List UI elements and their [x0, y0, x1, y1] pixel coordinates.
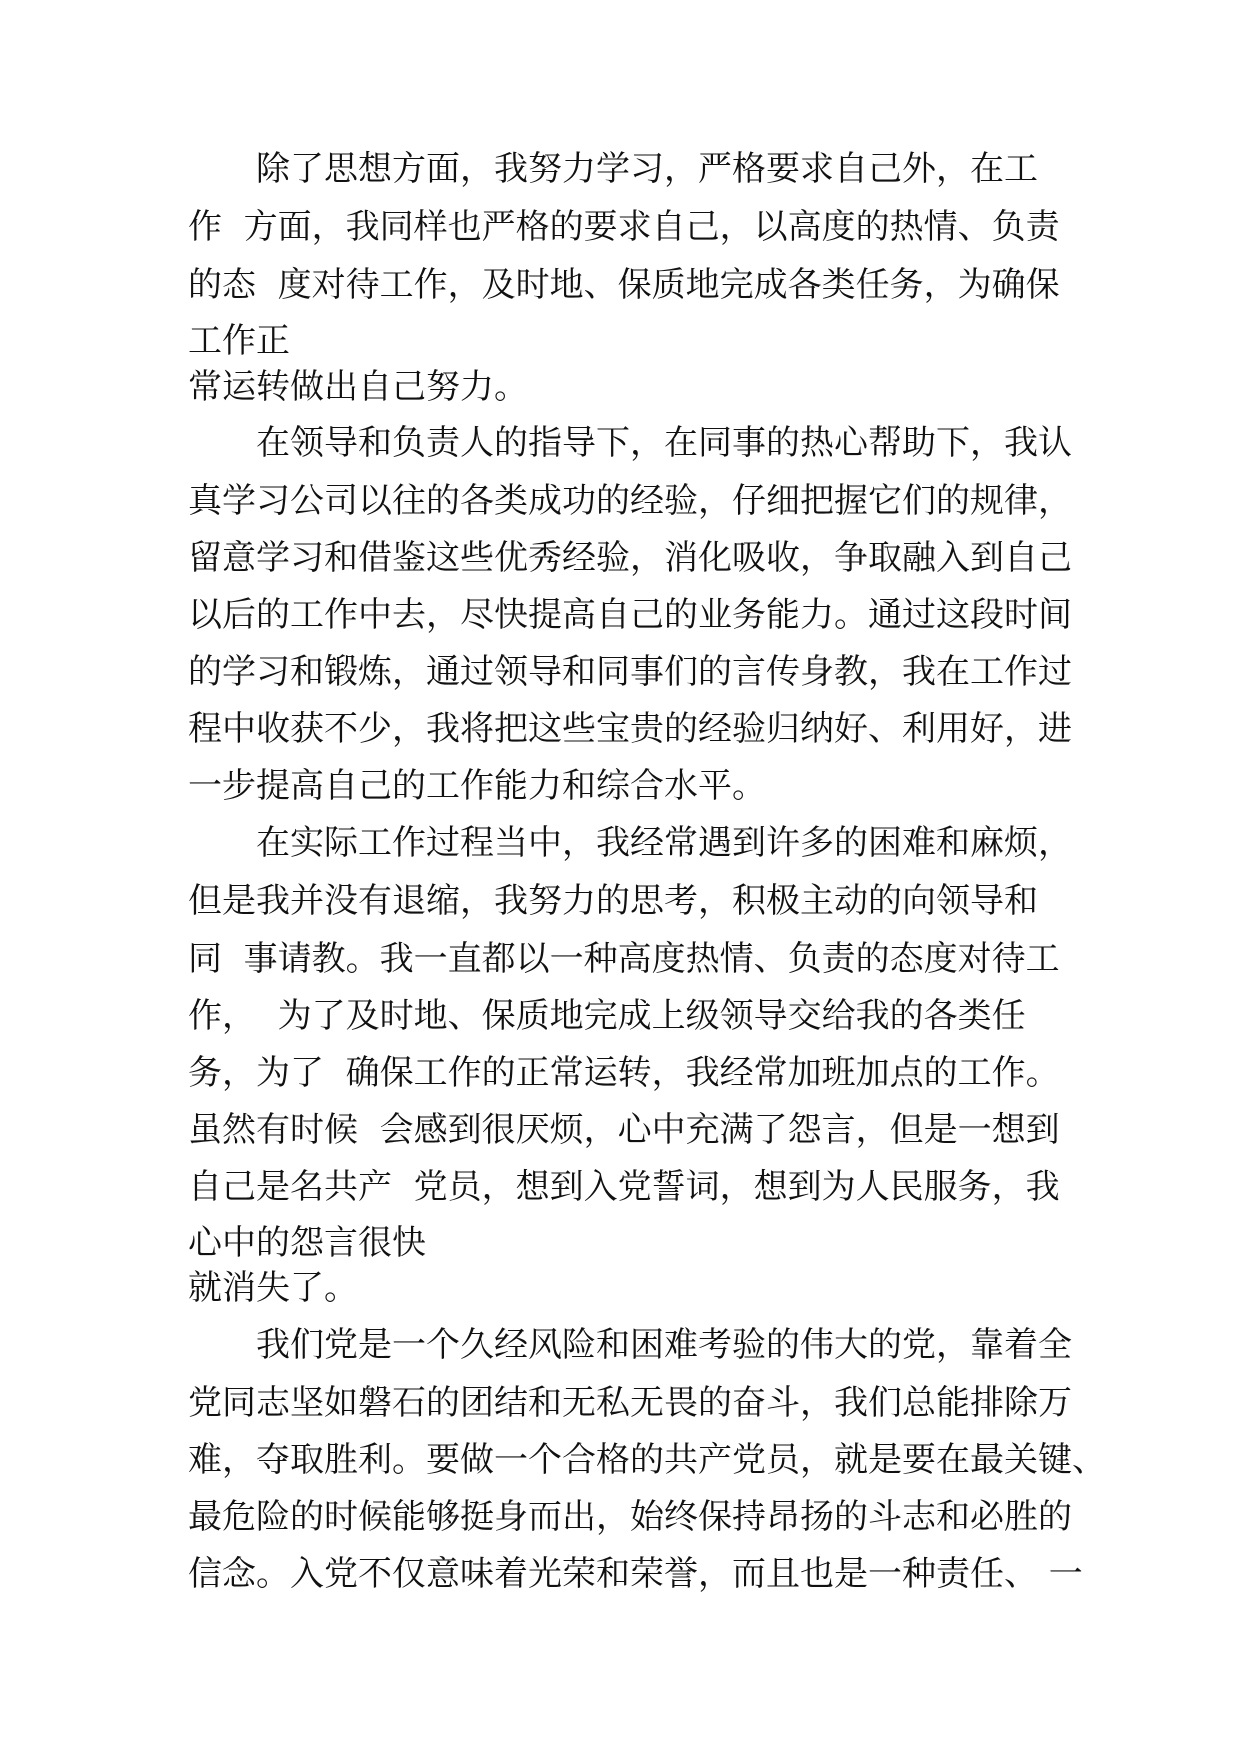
paragraph-4-line-2: 党同志坚如磐石的团结和无私无畏的奋斗，我们总能排除万	[188, 1383, 1072, 1423]
paragraph-4-line-1: 我们党是一个久经风险和困难考验的伟大的党，靠着全	[256, 1325, 1072, 1365]
paragraph-2-line-5: 的学习和锻炼，通过领导和同事们的言传身教，我在工作过	[188, 652, 1072, 692]
paragraph-3-line-1: 在实际工作过程当中，我经常遇到许多的困难和麻烦，	[256, 823, 1072, 863]
paragraph-3-line-8: 心中的怨言很快	[188, 1223, 426, 1263]
paragraph-1-line-3: 的态 度对待工作，及时地、保质地完成各类任务，为确保	[188, 265, 1060, 305]
paragraph-3-line-2: 但是我并没有退缩，我努力的思考，积极主动的向领导和	[188, 881, 1038, 921]
paragraph-1-line-1: 除了思想方面，我努力学习，严格要求自己外，在工	[256, 149, 1038, 189]
paragraph-4-line-3: 难，夺取胜利。要做一个合格的共产党员，就是要在最关键、	[188, 1440, 1106, 1480]
paragraph-2-line-4: 以后的工作中去，尽快提高自己的业务能力。通过这段时间	[188, 595, 1072, 635]
paragraph-3-line-6: 虽然有时候 会感到很厌烦，心中充满了怨言，但是一想到	[188, 1110, 1060, 1150]
paragraph-3-line-9: 就消失了。	[188, 1268, 358, 1308]
paragraph-4-line-5: 信念。入党不仅意味着光荣和荣誉，而且也是一种责任、 一	[188, 1554, 1083, 1594]
paragraph-3-line-7: 自己是名共产 党员，想到入党誓词，想到为人民服务，我	[188, 1167, 1060, 1207]
paragraph-2-line-7: 一步提高自己的工作能力和综合水平。	[188, 766, 766, 806]
paragraph-2-line-1: 在领导和负责人的指导下，在同事的热心帮助下，我认	[256, 423, 1072, 463]
paragraph-3-line-3: 同 事请教。我一直都以一种高度热情、负责的态度对待工	[188, 939, 1060, 979]
paragraph-2-line-3: 留意学习和借鉴这些优秀经验，消化吸收，争取融入到自己	[188, 538, 1072, 578]
paragraph-1-line-4: 工作正	[188, 321, 290, 361]
paragraph-2-line-6: 程中收获不少，我将把这些宝贵的经验归纳好、利用好，进	[188, 709, 1072, 749]
paragraph-4-line-4: 最危险的时候能够挺身而出，始终保持昂扬的斗志和必胜的	[188, 1497, 1072, 1537]
paragraph-1-line-2: 作 方面，我同样也严格的要求自己，以高度的热情、负责	[188, 207, 1060, 247]
paragraph-3-line-4: 作， 为了及时地、保质地完成上级领导交给我的各类任	[188, 996, 1026, 1036]
paragraph-3-line-5: 务，为了 确保工作的正常运转，我经常加班加点的工作。	[188, 1053, 1060, 1093]
paragraph-2-line-2: 真学习公司以往的各类成功的经验，仔细把握它们的规律，	[188, 481, 1072, 521]
paragraph-1-line-5: 常运转做出自己努力。	[188, 367, 528, 407]
